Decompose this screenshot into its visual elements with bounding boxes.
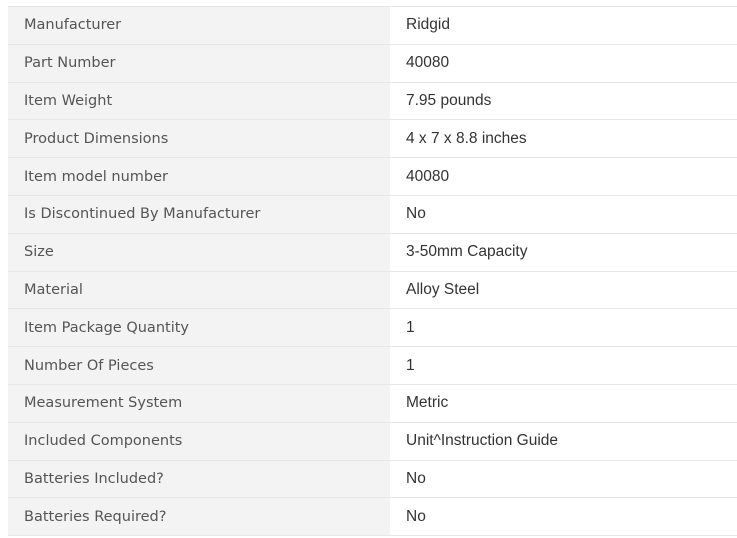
row-label: Item Weight bbox=[8, 82, 390, 120]
table-row bbox=[8, 347, 737, 385]
row-value: 40080 bbox=[390, 158, 737, 196]
row-label: Part Number bbox=[8, 44, 390, 82]
table-row bbox=[8, 309, 737, 347]
row-value: No bbox=[390, 195, 737, 233]
table-row bbox=[8, 195, 737, 233]
row-label: Measurement System bbox=[8, 384, 390, 422]
table-row bbox=[8, 460, 737, 498]
table-row bbox=[8, 82, 737, 120]
row-label: Item model number bbox=[8, 158, 390, 196]
row-label: Item Package Quantity bbox=[8, 309, 390, 347]
table-row bbox=[8, 44, 737, 82]
row-value: Alloy Steel bbox=[390, 271, 737, 309]
row-value: 40080 bbox=[390, 44, 737, 82]
row-label: Number Of Pieces bbox=[8, 347, 390, 385]
row-label: Batteries Included? bbox=[8, 460, 390, 498]
row-value: Unit^Instruction Guide bbox=[390, 422, 737, 460]
table-row bbox=[8, 233, 737, 271]
row-label: Manufacturer bbox=[8, 7, 390, 45]
table-row bbox=[8, 120, 737, 158]
row-label: Product Dimensions bbox=[8, 120, 390, 158]
row-value: 4 x 7 x 8.8 inches bbox=[390, 120, 737, 158]
row-value: Ridgid bbox=[390, 7, 737, 45]
table-row bbox=[8, 498, 737, 536]
row-value: No bbox=[390, 498, 737, 536]
table-row bbox=[8, 271, 737, 309]
row-value: 3-50mm Capacity bbox=[390, 233, 737, 271]
table-row bbox=[8, 158, 737, 196]
row-label: Material bbox=[8, 271, 390, 309]
table-row bbox=[8, 422, 737, 460]
row-value: 1 bbox=[390, 347, 737, 385]
table-row bbox=[8, 384, 737, 422]
row-value: 7.95 pounds bbox=[390, 82, 737, 120]
row-value: No bbox=[390, 460, 737, 498]
row-label: Size bbox=[8, 233, 390, 271]
table-row bbox=[8, 7, 737, 45]
row-value: 1 bbox=[390, 309, 737, 347]
row-label: Batteries Required? bbox=[8, 498, 390, 536]
row-label: Is Discontinued By Manufacturer bbox=[8, 195, 390, 233]
row-label: Included Components bbox=[8, 422, 390, 460]
row-value: Metric bbox=[390, 384, 737, 422]
product-details-table bbox=[8, 6, 737, 536]
